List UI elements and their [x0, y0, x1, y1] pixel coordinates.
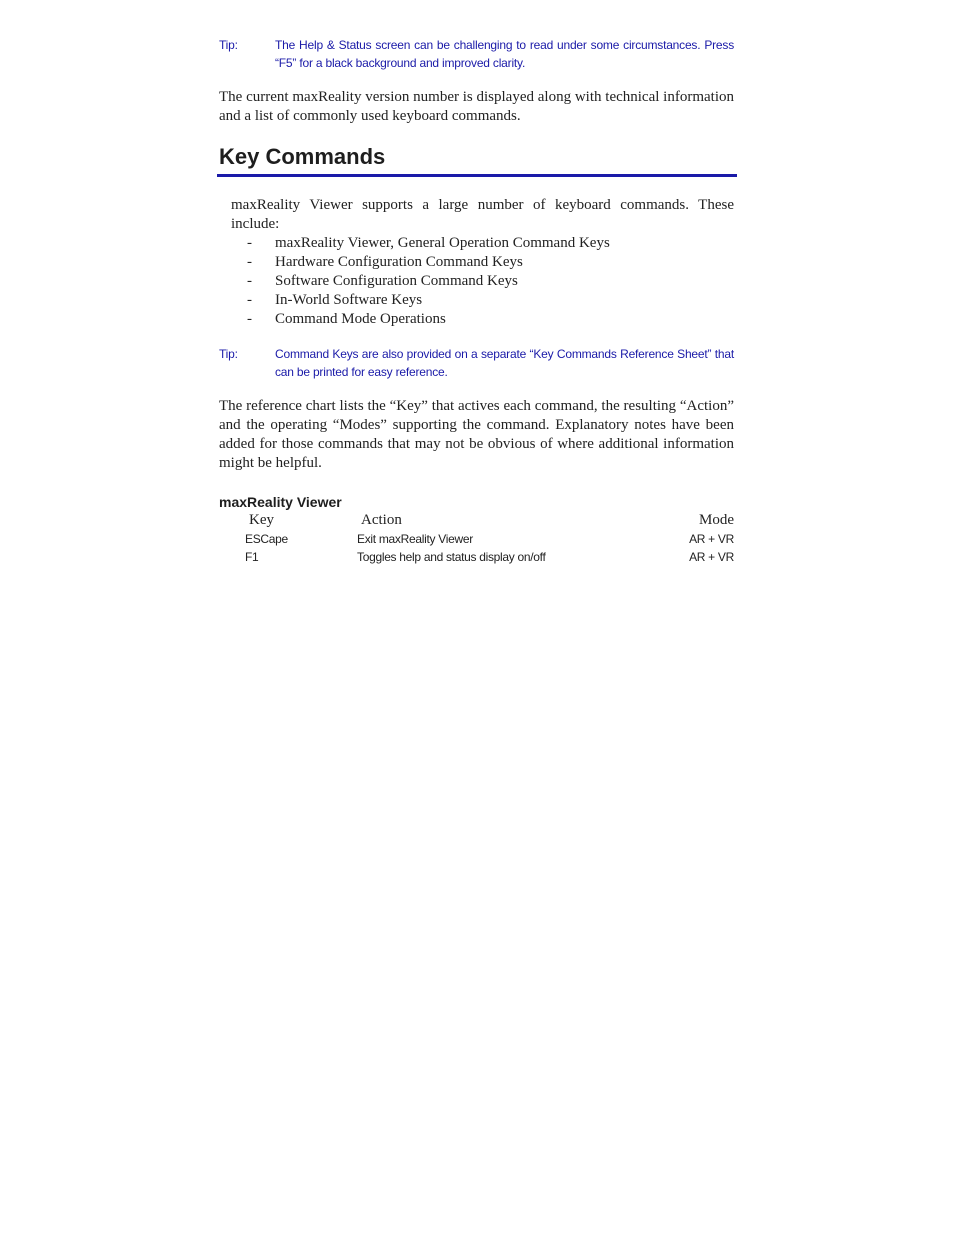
list-item: [219, 310, 734, 329]
list-item-text: Command Mode Operations: [275, 311, 446, 327]
reference-paragraph: The reference chart lists the “Key” that actives each command, the resulting “Action” and the operating “Modes” supporting the command. Explanatory notes have been added for those commands that may not be obvious of where additional information might be helpful.: [219, 398, 734, 471]
list-item-text: Hardware Configuration Command Keys: [275, 254, 523, 270]
key-cell: ESCape: [245, 532, 288, 546]
intro-paragraph: maxReality Viewer supports a large number of keyboard commands. These include:: [231, 197, 734, 232]
list-dash: -: [247, 292, 252, 308]
table-row: [219, 548, 734, 566]
key-table-header: [219, 511, 734, 530]
column-header-key: Key: [249, 512, 274, 528]
list-item: [219, 272, 734, 291]
tip-help-status: [219, 36, 734, 72]
list-item-text: Software Configuration Command Keys: [275, 273, 518, 289]
mode-cell: AR + VR: [689, 532, 734, 546]
tip-text: The Help & Status screen can be challenging to read under some circumstances. Press “F5” for a black background and improved clarity.: [275, 38, 734, 70]
list-item: [219, 291, 734, 310]
list-item: [219, 253, 734, 272]
column-header-action: Action: [361, 512, 402, 528]
list-item: [219, 234, 734, 253]
list-dash: -: [247, 254, 252, 270]
tip-reference-sheet: [219, 345, 734, 381]
tip-label: Tip:: [219, 347, 238, 361]
column-header-mode: Mode: [699, 512, 734, 528]
tip-label: Tip:: [219, 38, 238, 52]
section-title: Key Commands: [219, 144, 386, 169]
list-item-text: maxReality Viewer, General Operation Command Keys: [275, 235, 610, 251]
mode-cell: AR + VR: [689, 550, 734, 564]
list-dash: -: [247, 311, 252, 327]
list-item-text: In-World Software Keys: [275, 292, 423, 308]
list-dash: -: [247, 235, 252, 251]
version-paragraph: The current maxReality version number is displayed along with technical information and a list of commonly used keyboard commands.: [219, 89, 734, 124]
action-cell: Exit maxReality Viewer: [357, 532, 473, 546]
list-dash: -: [247, 273, 252, 289]
tip-text: Command Keys are also provided on a separate “Key Commands Reference Sheet” that can be printed for easy reference.: [275, 347, 734, 379]
subsection-title: maxReality Viewer: [219, 494, 342, 510]
section-key-commands: [219, 144, 734, 177]
table-row: [219, 530, 734, 548]
action-cell: Toggles help and status display on/off: [357, 550, 546, 564]
key-cell: F1: [245, 550, 259, 564]
document-page: [219, 36, 734, 566]
command-category-list: [219, 234, 734, 329]
heading-rule: [217, 174, 737, 177]
